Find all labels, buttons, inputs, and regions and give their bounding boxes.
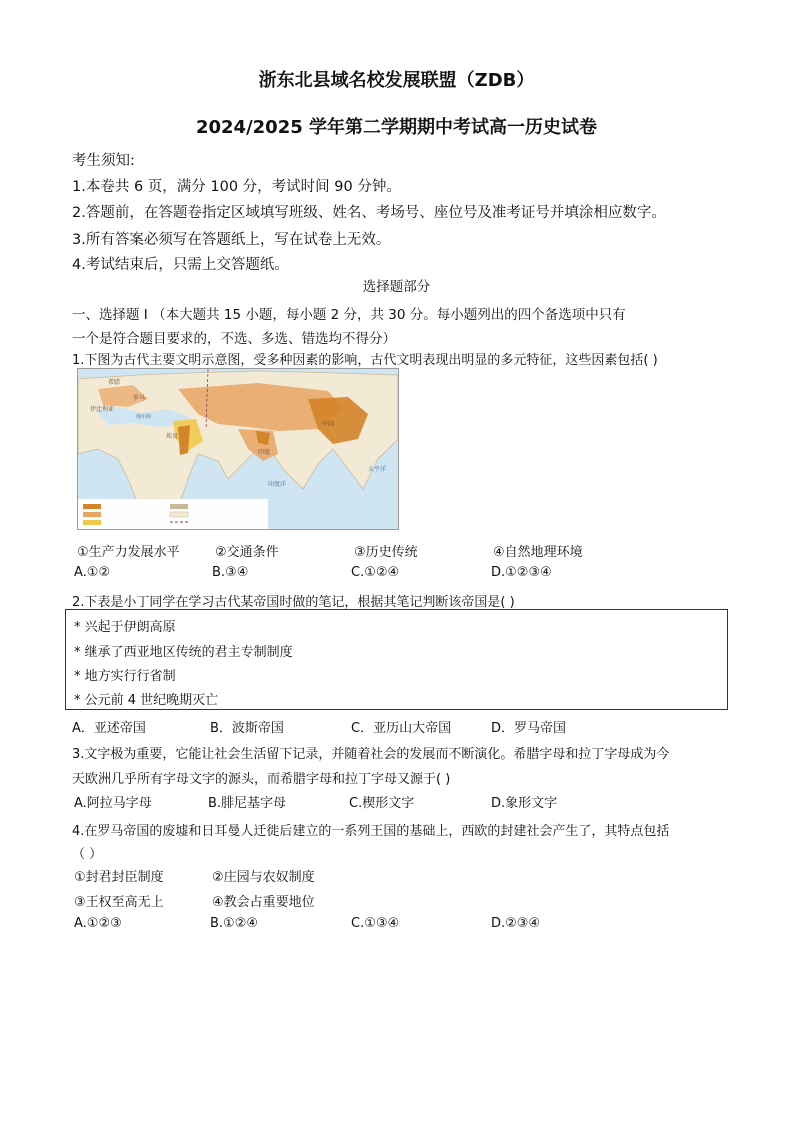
q2-note-4: * 公元前 4 世纪晚期灭亡	[74, 693, 219, 708]
q1-stem: 1.下图为古代主要文明示意图，受多种因素的影响，古代文明表现出明显的多元特征，这些因素包括( )	[72, 353, 658, 368]
q4-option-b[interactable]: B.①②④	[210, 916, 259, 931]
map-label-pacific: 太平洋	[368, 466, 387, 473]
q4-option-c[interactable]: C.①③④	[351, 916, 400, 931]
q1-factor-2: ②交通条件	[215, 545, 279, 560]
map-label-mediterranean: 地中海	[136, 414, 152, 420]
q2-option-c[interactable]: C．亚历山大帝国	[351, 721, 452, 736]
q1-option-a[interactable]: A.①②	[74, 565, 111, 580]
q3-option-d[interactable]: D.象形文字	[491, 796, 558, 811]
q2-note-1: * 兴起于伊朗高原	[74, 620, 176, 635]
notice-heading: 考生须知:	[72, 153, 135, 169]
map-graphic	[78, 369, 398, 529]
q3-stem-line-1: 3.文字极为重要，它能让社会生活留下记录，并随着社会的发展而不断演化。希腊字母和拉丁字母成为今	[72, 747, 670, 762]
q4-stem-line-1: 4.在罗马帝国的废墟和日耳曼人迁徙后建立的一系列王国的基础上，西欧的封建社会产生了，其特点包括	[72, 824, 670, 839]
civilization-map	[77, 368, 399, 530]
q3-option-c[interactable]: C.楔形文字	[349, 796, 415, 811]
map-label-china: 中国	[322, 421, 335, 428]
notice-item-4: 4.考试结束后，只需上交答题纸。	[72, 257, 289, 273]
q3-option-a[interactable]: A.阿拉马字母	[74, 796, 152, 811]
q4-option-d[interactable]: D.②③④	[491, 916, 541, 931]
q1-factor-4: ④自然地理环境	[493, 545, 583, 560]
q4-factor-1: ①封君封臣制度	[74, 870, 164, 885]
map-label-rome: 罗马	[133, 395, 146, 402]
q3-stem-line-2: 天欧洲几乎所有字母文字的源头，而希腊字母和拉丁字母又源于( )	[72, 772, 451, 787]
section-instruction-2: 一个是符合题目要求的，不选、多选、错选均不得分）	[72, 331, 396, 347]
q1-option-c[interactable]: C.①②④	[351, 565, 400, 580]
q1-option-d[interactable]: D.①②③④	[491, 565, 552, 580]
q4-factor-2: ②庄园与农奴制度	[212, 870, 315, 885]
q3-option-b[interactable]: B.腓尼基字母	[208, 796, 287, 811]
map-label-greece: 希腊	[108, 379, 121, 386]
notice-item-3: 3.所有答案必须写在答题纸上，写在试卷上无效。	[72, 232, 391, 248]
q4-factor-4: ④教会占重要地位	[212, 895, 315, 910]
q2-note-3: * 地方实行行省制	[74, 669, 176, 684]
q1-option-b[interactable]: B.③④	[212, 565, 249, 580]
notice-item-2: 2.答题前，在答题卷指定区域填写班级、姓名、考场号、座位号及准考证号并填涂相应数字。	[72, 205, 666, 221]
q2-notes-box	[65, 609, 728, 710]
map-label-egypt: 埃及	[166, 433, 179, 440]
q1-factor-3: ③历史传统	[354, 545, 418, 560]
q2-option-a[interactable]: A．亚述帝国	[72, 721, 146, 736]
map-label-indian-ocean: 印度洋	[268, 481, 287, 488]
q1-factor-1: ①生产力发展水平	[77, 545, 180, 560]
part-title: 选择题部分	[362, 279, 431, 295]
map-label-india: 印度	[258, 449, 271, 456]
q2-stem: 2.下表是小丁同学在学习古代某帝国时做的笔记，根据其笔记判断该帝国是( )	[72, 595, 515, 610]
q2-note-2: * 继承了西亚地区传统的君主专制制度	[74, 645, 293, 660]
exam-subtitle: 2024/2025 学年第二学期期中考试高一历史试卷	[195, 117, 598, 138]
q2-option-d[interactable]: D．罗马帝国	[491, 721, 567, 736]
q4-option-a[interactable]: A.①②③	[74, 916, 122, 931]
map-label-iberia: 伊比利亚	[90, 406, 115, 413]
q4-stem-line-2: （ ）	[72, 847, 103, 862]
section-instruction-1: 一、选择题 I （本大题共 15 小题，每小题 2 分，共 30 分。每小题列出的四个备选项中只有	[72, 307, 626, 323]
q2-option-b[interactable]: B．波斯帝国	[210, 721, 284, 736]
q4-factor-3: ③王权至高无上	[74, 895, 164, 910]
notice-item-1: 1.本卷共 6 页，满分 100 分，考试时间 90 分钟。	[72, 179, 401, 195]
exam-title: 浙东北县域名校发展联盟（ZDB）	[258, 70, 535, 91]
